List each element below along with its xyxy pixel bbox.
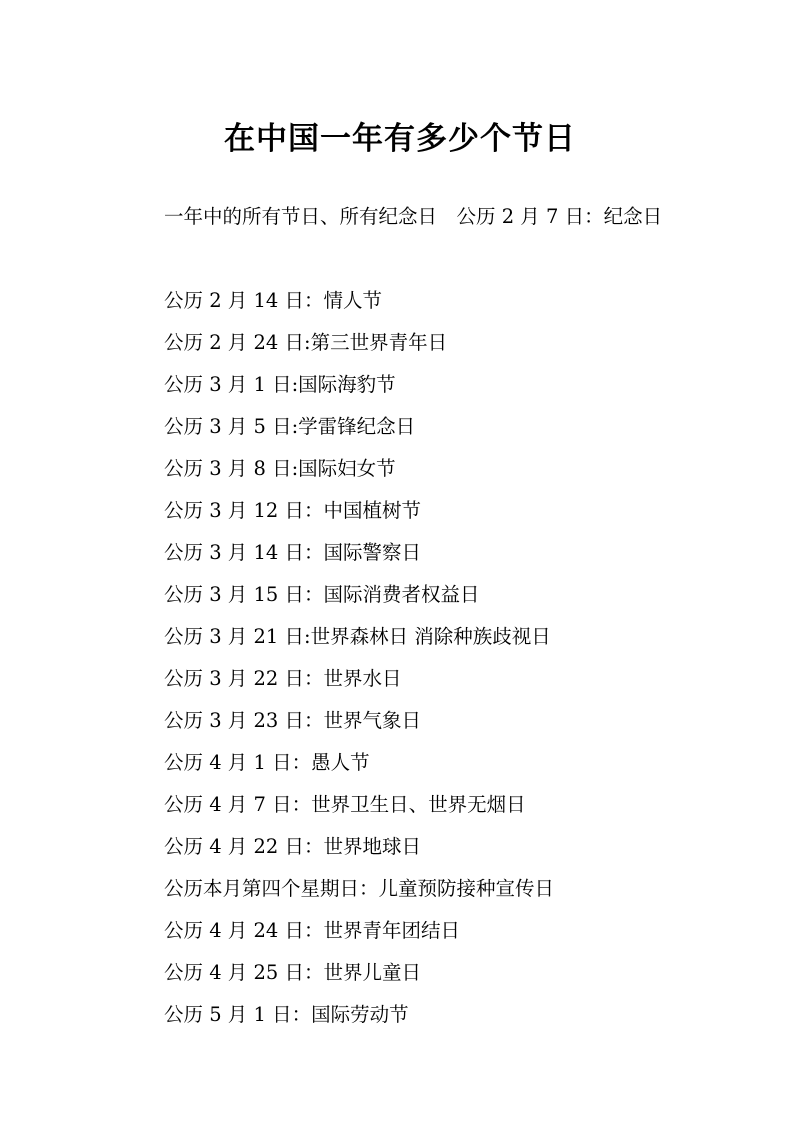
holiday-entry: 公历 4 月 7 日：世界卫生日、世界无烟日 xyxy=(164,793,526,816)
holiday-list xyxy=(164,280,684,1036)
holiday-entry: 公历 5 月 1 日：国际劳动节 xyxy=(164,1003,409,1026)
holiday-entry: 公历 4 月 1 日：愚人节 xyxy=(164,751,370,774)
holiday-entry: 公历 4 月 25 日：世界儿童日 xyxy=(164,961,422,984)
holiday-entry: 公历 3 月 14 日：国际警察日 xyxy=(164,541,422,564)
holiday-entry: 公历 3 月 1 日:国际海豹节 xyxy=(164,373,396,396)
document-title: 在中国一年有多少个节日 xyxy=(224,120,576,157)
holiday-entry: 公历 3 月 15 日：国际消费者权益日 xyxy=(164,583,480,606)
intro-paragraph: 一年中的所有节日、所有纪念日 公历 2 月 7 日：纪念日 xyxy=(164,205,663,228)
holiday-entry: 公历 3 月 8 日:国际妇女节 xyxy=(164,457,396,480)
holiday-entry: 公历 3 月 12 日：中国植树节 xyxy=(164,499,422,522)
holiday-entry: 公历 3 月 21 日:世界森林日 消除种族歧视日 xyxy=(164,625,551,648)
holiday-entry: 公历 4 月 24 日：世界青年团结日 xyxy=(164,919,461,942)
holiday-entry: 公历 3 月 5 日:学雷锋纪念日 xyxy=(164,415,416,438)
holiday-entry: 公历 4 月 22 日：世界地球日 xyxy=(164,835,422,858)
holiday-entry: 公历 3 月 23 日：世界气象日 xyxy=(164,709,422,732)
holiday-entry: 公历 2 月 14 日：情人节 xyxy=(164,289,383,312)
holiday-entry: 公历 2 月 24 日:第三世界青年日 xyxy=(164,331,448,354)
holiday-entry: 公历本月第四个星期日：儿童预防接种宣传日 xyxy=(164,877,555,900)
holiday-entry: 公历 3 月 22 日：世界水日 xyxy=(164,667,402,690)
